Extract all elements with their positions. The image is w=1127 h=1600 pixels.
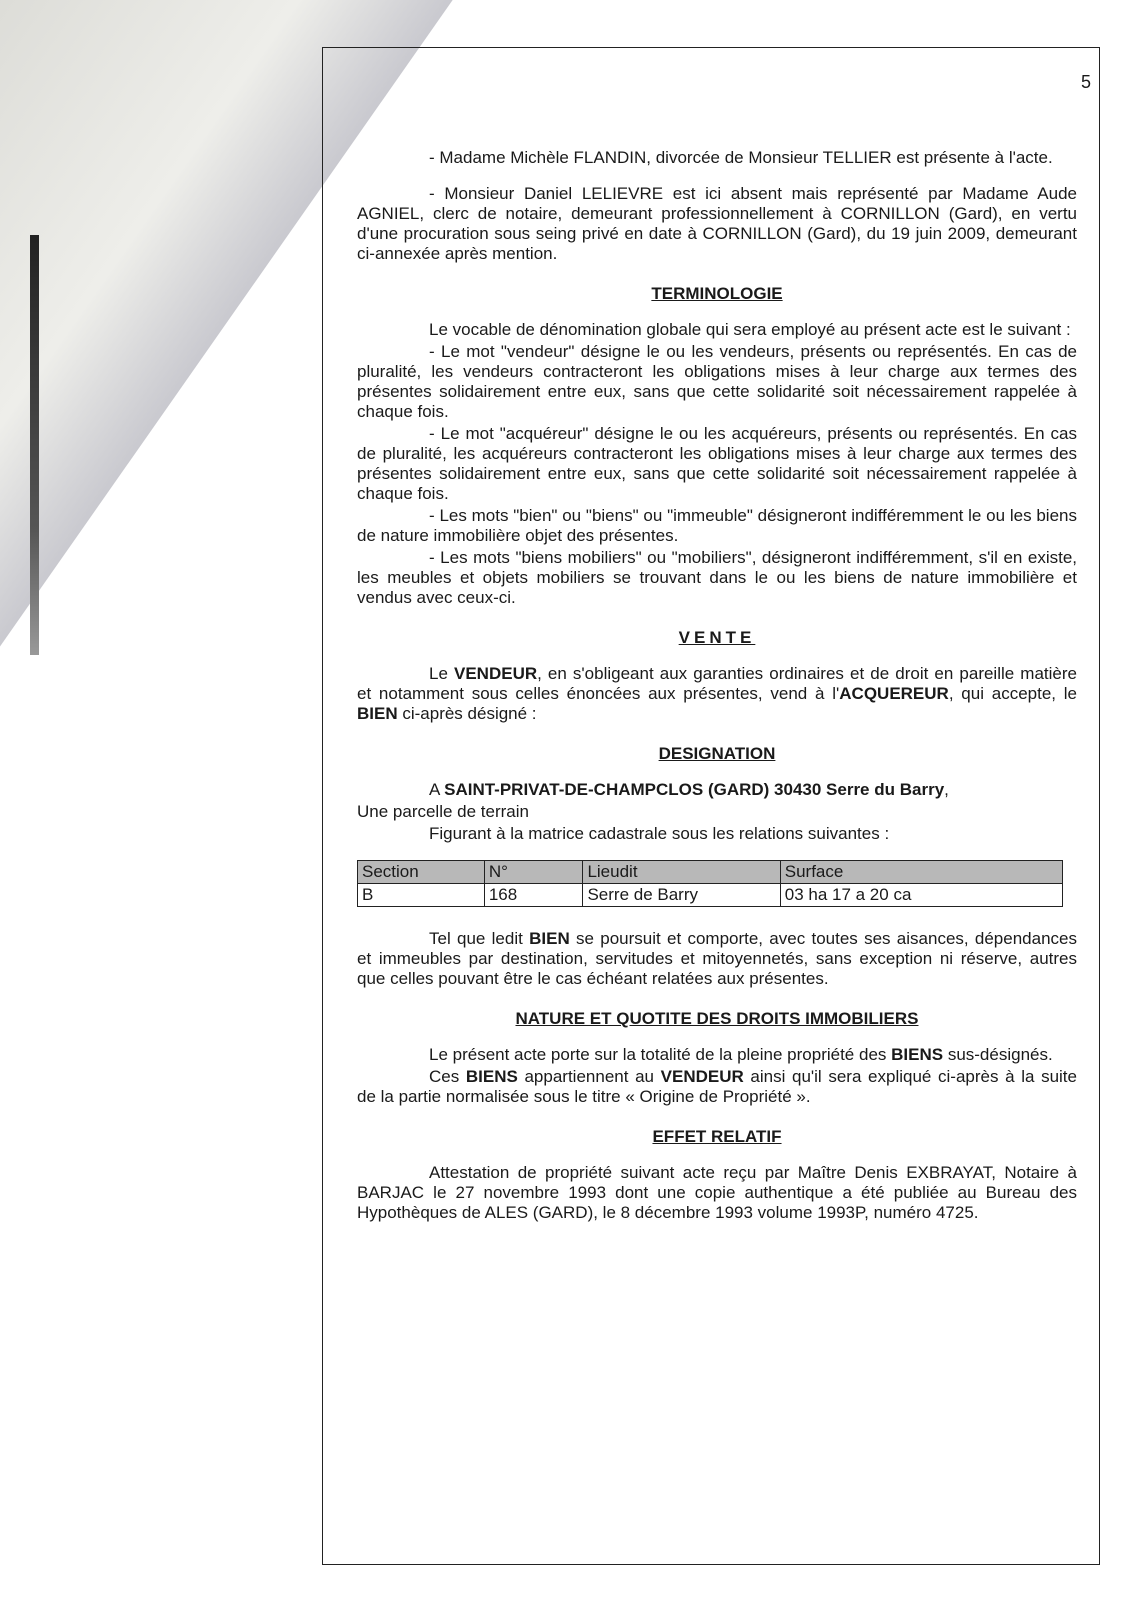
paragraph [357,824,1077,844]
col-number: N° [484,861,583,884]
text-segment: Ces [429,1067,466,1086]
col-lieudit: Lieudit [583,861,780,884]
text-segment: A [429,780,445,799]
text-segment: appartiennent au [517,1067,661,1086]
terminologie-section [357,320,1077,608]
text-segment: Attestation de propriété suivant acte reçu par Maître Denis EXBRAYAT, Notaire à BARJAC le 27 novembre 1993 dont une copie authentique a été publiée au Bureau des Hypothèques de ALES (GARD), le 8 décembre 1993 volume 1993P, numéro 4725. [357,1163,1077,1222]
text-segment: ci-après désigné : [397,704,537,723]
effet-relatif-section [357,1163,1077,1223]
paragraph [357,802,1077,822]
bien-description-section [357,929,1077,989]
text-segment: sus-désignés. [943,1045,1053,1064]
paragraph [357,320,1077,340]
paragraph [357,424,1077,504]
cell-surface: 03 ha 17 a 20 ca [780,884,1062,907]
text-segment: - Monsieur Daniel LELIEVRE est ici absent mais représenté par Madame Aude AGNIEL, clerc de notaire, demeurant professionnellement à CORNILLON (Gard), en vertu d'une procuration sous seing privé en date à CORNILLON (Gard), du 19 juin 2009, demeurant ci-annexée après mention. [357,184,1077,263]
paragraph [357,148,1077,168]
paragraph [357,780,1077,800]
text-segment: Le présent acte porte sur la totalité de la pleine propriété des [429,1045,892,1064]
designation-section [357,780,1077,844]
table-row [358,884,1063,907]
binder-edge [30,235,39,655]
text-segment: - Les mots "biens mobiliers" ou "mobiliers", désigneront indifféremment, s'il en existe, les meubles et objets mobiliers se trouvant dans le ou les biens de nature immobilière et vendus avec ceux-ci. [357,548,1077,607]
document-page [322,47,1100,1565]
text-segment: ainsi qu'il sera expliqué ci-après à la suite de la partie normalisée sous le titre « Origine de Propriété ». [357,1067,1077,1106]
bold-term: VENDEUR [660,1067,744,1086]
text-segment: , en s'obligeant aux garanties ordinaires et de droit en pareille matière et notamment sous celles énoncées aux présentes, vend à l' [357,664,1077,703]
bold-term: BIEN [529,929,570,948]
paragraph [357,664,1077,724]
text-segment: , [944,780,949,799]
paragraph [357,1045,1077,1065]
text-segment: Figurant à la matrice cadastrale sous les relations suivantes : [429,824,890,843]
bold-term: BIENS [465,1067,518,1086]
bold-term: BIENS [891,1045,944,1064]
paragraph [357,184,1077,264]
text-segment: - Madame Michèle FLANDIN, divorcée de Monsieur TELLIER est présente à l'acte. [429,148,1053,167]
table-header-row [358,861,1063,884]
text-segment: Une parcelle de terrain [357,802,529,821]
col-section: Section [358,861,485,884]
cadastre-table [357,860,1063,907]
parties-section [357,148,1077,264]
heading-nature-quotite: NATURE ET QUOTITE DES DROITS IMMOBILIERS [515,1009,919,1028]
heading-effet-relatif: EFFET RELATIF [652,1127,782,1146]
paragraph [357,929,1077,989]
paragraph [357,506,1077,546]
nature-section [357,1045,1077,1107]
bold-term: BIEN [357,704,398,723]
heading-vente: VENTE [678,628,756,647]
text-segment: - Les mots "bien" ou "biens" ou "immeuble" désigneront indifféremment le ou les biens de nature immobilière objet des présentes. [357,506,1077,545]
heading-designation: DESIGNATION [658,744,776,763]
cell-number: 168 [484,884,583,907]
paragraph [357,342,1077,422]
cell-section: B [358,884,485,907]
col-surface: Surface [780,861,1062,884]
text-segment: Le vocable de dénomination globale qui sera employé au présent acte est le suivant : [429,320,1071,339]
paragraph [357,548,1077,608]
heading-terminologie: TERMINOLOGIE [651,284,783,303]
text-segment: se poursuit et comporte, avec toutes ses aisances, dépendances et immeubles par destination, servitudes et mitoyennetés, sans exception ni réserve, autres que celles pouvant être le cas échéant relatées aux présentes. [357,929,1077,988]
paragraph [357,1067,1077,1107]
bold-term: SAINT-PRIVAT-DE-CHAMPCLOS (GARD) 30430 Serre du Barry [444,780,945,799]
bold-term: VENDEUR [454,664,538,683]
text-segment: - Le mot "vendeur" désigne le ou les vendeurs, présents ou représentés. En cas de pluralité, les vendeurs contracteront les obligations mises à leur charge aux termes des présentes solidairement entre eux, sans que cette solidarité soit nécessairement rappelée à chaque fois. [357,342,1077,421]
text-segment: Le [429,664,454,683]
vente-section [357,664,1077,724]
text-segment: , qui accepte, le [948,684,1078,703]
cell-lieudit: Serre de Barry [583,884,780,907]
text-segment: - Le mot "acquéreur" désigne le ou les acquéreurs, présents ou représentés. En cas de pluralité, les acquéreurs contracteront les obligations mises à leur charge aux termes des présentes solidairement entre eux, sans que cette solidarité soit nécessairement rappelée à chaque fois. [357,424,1077,503]
page-number: 5 [1080,72,1091,92]
text-segment: Tel que ledit [429,929,530,948]
bold-term: ACQUEREUR [839,684,949,703]
paragraph [357,1163,1077,1223]
document-body [357,148,1077,1225]
